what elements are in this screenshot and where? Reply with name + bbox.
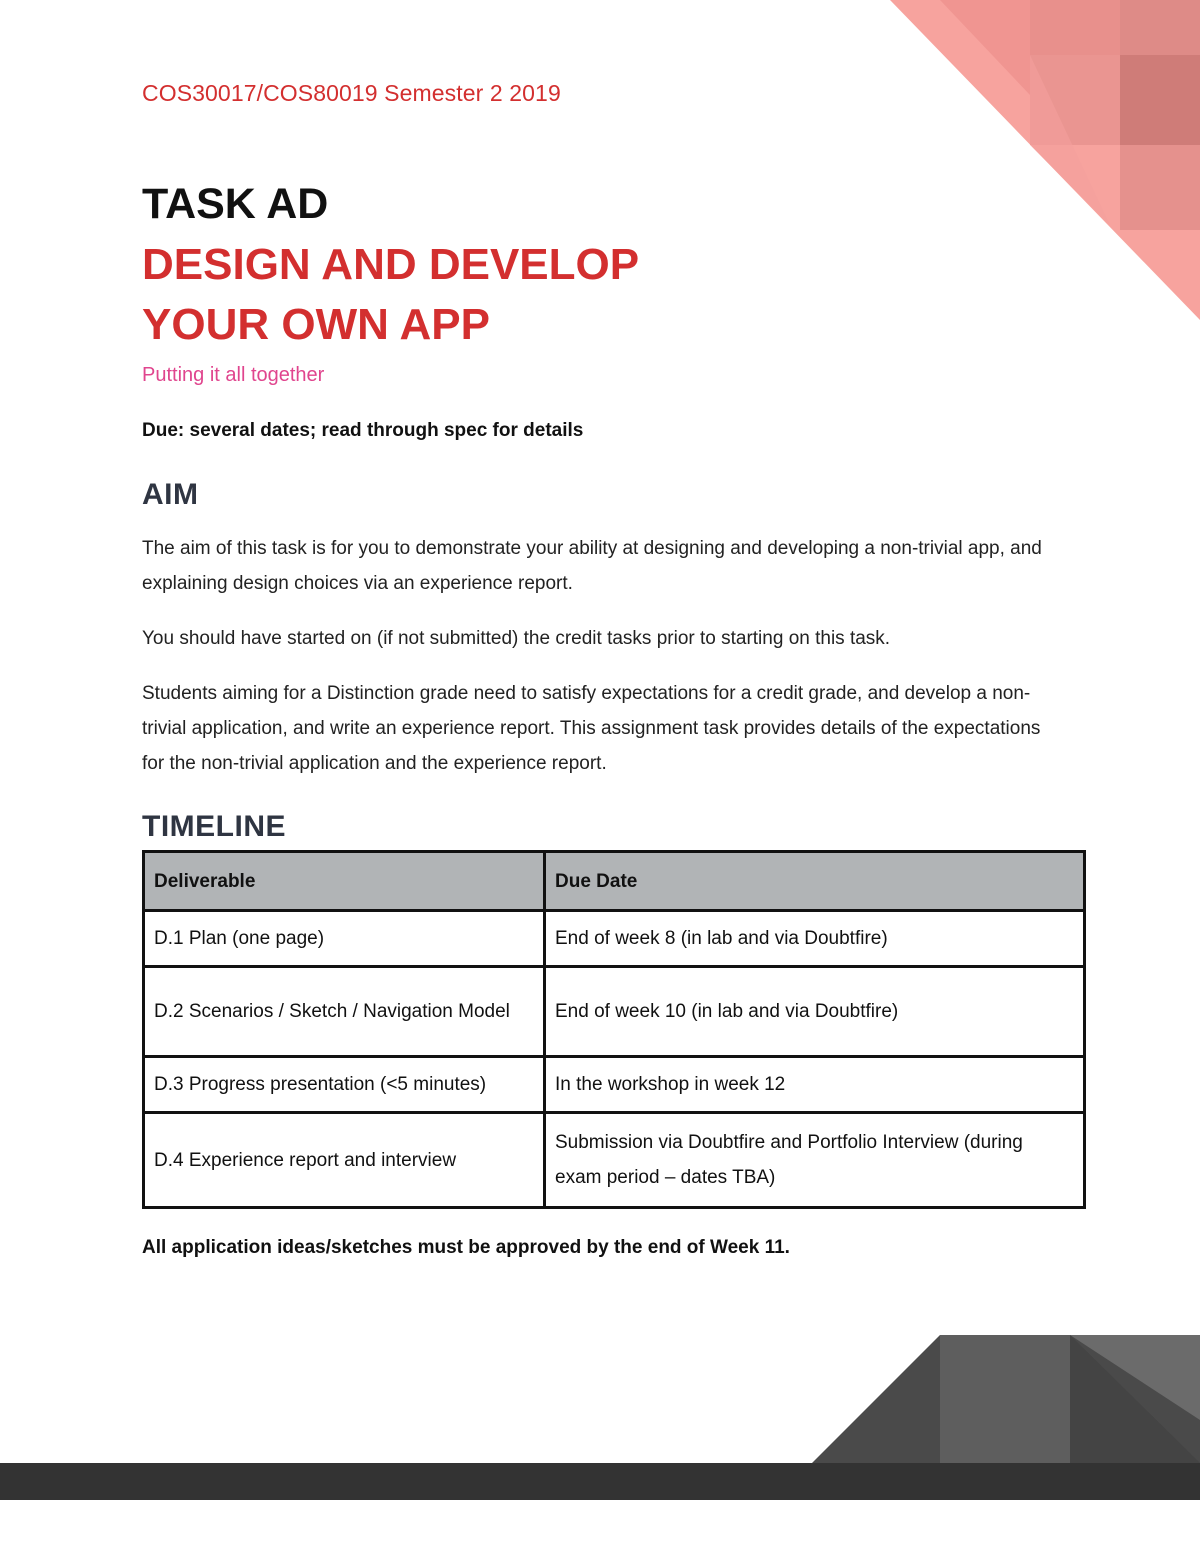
column-header-due-date: Due Date [545, 852, 1085, 911]
salmon-triangle-decoration [890, 0, 1200, 320]
subtitle: Putting it all together [142, 364, 325, 386]
deliverable-cell: D.1 Plan (one page) [144, 911, 545, 967]
deliverable-cell: D.3 Progress presentation (<5 minutes) [144, 1057, 545, 1113]
bottom-bar-decoration [0, 1463, 1200, 1500]
timeline-table [142, 850, 1086, 1209]
table-header-row [144, 852, 1085, 911]
due-date-cell: End of week 10 (in lab and via Doubtfire) [545, 967, 1085, 1057]
deliverable-cell: D.4 Experience report and interview [144, 1113, 545, 1208]
timeline-heading: TIMELINE [142, 810, 286, 843]
table-row [144, 911, 1085, 967]
course-code: COS30017/COS80019 Semester 2 2019 [142, 80, 561, 106]
column-header-deliverable: Deliverable [144, 852, 545, 911]
aim-heading: AIM [142, 478, 199, 511]
deliverable-cell: D.2 Scenarios / Sketch / Navigation Model [144, 967, 545, 1057]
aim-paragraph-3: Students aiming for a Distinction grade need to satisfy expectations for a credit grade, and develop a non-trivial application, and write an experience report. This assignment task provides details of the expectations for the non-trivial application and the experience report. [142, 683, 1041, 774]
aim-paragraph-2: You should have started on (if not submitted) the credit tasks prior to starting on this task. [142, 628, 891, 649]
aim-paragraph-1: The aim of this task is for you to demonstrate your ability at designing and developing a non-trivial app, and explaining design choices via an experience report. [142, 538, 1042, 594]
due-date-cell: Submission via Doubtfire and Portfolio Interview (during exam period – dates TBA) [545, 1113, 1085, 1208]
table-row [144, 1057, 1085, 1113]
task-heading [142, 235, 639, 355]
due-date-cell: In the workshop in week 12 [545, 1057, 1085, 1113]
task-heading-line-2: YOUR OWN APP [142, 300, 490, 349]
task-heading-line-1: DESIGN AND DEVELOP [142, 240, 640, 289]
approval-footnote: All application ideas/sketches must be approved by the end of Week 11. [142, 1237, 790, 1258]
due-dates-note: Due: several dates; read through spec for details [142, 420, 584, 441]
task-title: TASK AD [142, 180, 329, 228]
dark-corner-decoration [812, 1335, 1200, 1463]
due-date-cell: End of week 8 (in lab and via Doubtfire) [545, 911, 1085, 967]
table-row [144, 967, 1085, 1057]
table-row [144, 1113, 1085, 1208]
